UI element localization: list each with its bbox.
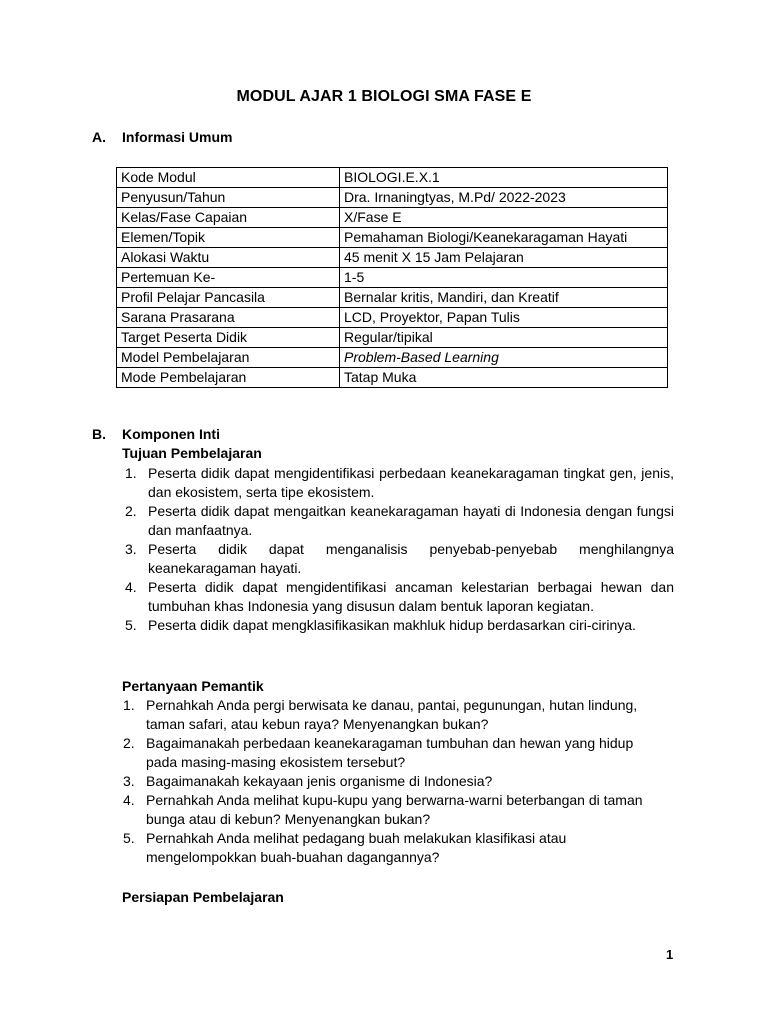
list-item-text: Peserta didik dapat menganalisis penyebab-penyebab menghilangnya keanekaragaman hayati. bbox=[148, 541, 674, 576]
list-item-number: 2. bbox=[125, 503, 137, 519]
table-row bbox=[117, 328, 668, 348]
list-item-number: 4. bbox=[123, 792, 135, 808]
list-item-number: 1. bbox=[125, 465, 137, 481]
list-item-text: Bagaimanakah perbedaan keanekaragaman tumbuhan dan hewan yang hidup pada masing-masing ekosistem tersebut? bbox=[146, 735, 634, 770]
list-item-number: 5. bbox=[125, 617, 137, 633]
table-row bbox=[117, 368, 668, 388]
table-value: Bernalar kritis, Mandiri, dan Kreatif bbox=[340, 288, 668, 308]
list-item bbox=[125, 502, 674, 540]
list-item bbox=[123, 791, 663, 829]
pertanyaan-list bbox=[123, 696, 663, 867]
pertanyaan-heading: Pertanyaan Pemantik bbox=[122, 678, 264, 694]
table-row bbox=[117, 188, 668, 208]
section-a-letter: A. bbox=[92, 129, 106, 145]
section-b-heading bbox=[92, 426, 220, 442]
list-item-text: Bagaimanakah kekayaan jenis organisme di Indonesia? bbox=[146, 773, 493, 789]
list-item-text: Peserta didik dapat mengidentifikasi ancaman kelestarian berbagai hewan dan tumbuhan khas Indonesia yang disusun dalam bentuk laporan kegiatan. bbox=[148, 579, 674, 614]
table-key: Penyusun/Tahun bbox=[117, 188, 340, 208]
table-row bbox=[117, 268, 668, 288]
section-a-heading bbox=[92, 129, 232, 145]
table-row bbox=[117, 208, 668, 228]
list-item-number: 3. bbox=[125, 541, 137, 557]
table-row bbox=[117, 228, 668, 248]
table-key: Elemen/Topik bbox=[117, 228, 340, 248]
list-item-text: Peserta didik dapat mengklasifikasikan makhluk hidup berdasarkan ciri-cirinya. bbox=[148, 617, 636, 633]
table-value: Dra. Irnaningtyas, M.Pd/ 2022-2023 bbox=[340, 188, 668, 208]
page-number: 1 bbox=[666, 947, 674, 962]
list-item-number: 2. bbox=[123, 735, 135, 751]
table-value: 45 menit X 15 Jam Pelajaran bbox=[340, 248, 668, 268]
table-key: Pertemuan Ke- bbox=[117, 268, 340, 288]
table-key: Profil Pelajar Pancasila bbox=[117, 288, 340, 308]
table-key: Alokasi Waktu bbox=[117, 248, 340, 268]
list-item bbox=[123, 772, 663, 791]
list-item-text: Peserta didik dapat mengaitkan keanekaragaman hayati di Indonesia dengan fungsi dan manfaatnya. bbox=[148, 503, 674, 538]
table-row bbox=[117, 308, 668, 328]
list-item-text: Peserta didik dapat mengidentifikasi perbedaan keanekaragaman tingkat gen, jenis, dan ekosistem, serta tipe ekosistem. bbox=[148, 465, 674, 500]
table-value: X/Fase E bbox=[340, 208, 668, 228]
table-key: Kelas/Fase Capaian bbox=[117, 208, 340, 228]
table-value: Problem-Based Learning bbox=[340, 348, 668, 368]
table-key: Model Pembelajaran bbox=[117, 348, 340, 368]
tujuan-list bbox=[125, 464, 674, 635]
list-item bbox=[125, 464, 674, 502]
table-row bbox=[117, 288, 668, 308]
info-table bbox=[116, 167, 668, 388]
list-item-number: 3. bbox=[123, 773, 135, 789]
table-value: Tatap Muka bbox=[340, 368, 668, 388]
list-item bbox=[125, 578, 674, 616]
table-row bbox=[117, 168, 668, 188]
table-key: Mode Pembelajaran bbox=[117, 368, 340, 388]
list-item-number: 4. bbox=[125, 579, 137, 595]
table-row bbox=[117, 348, 668, 368]
section-a-title: Informasi Umum bbox=[122, 129, 233, 145]
persiapan-heading: Persiapan Pembelajaran bbox=[122, 889, 284, 905]
list-item-number: 5. bbox=[123, 830, 135, 846]
list-item-text: Pernahkah Anda melihat pedagang buah melakukan klasifikasi atau mengelompokkan buah-buahan dagangannya? bbox=[146, 830, 567, 865]
table-value: Pemahaman Biologi/Keanekaragaman Hayati bbox=[340, 228, 668, 248]
list-item bbox=[123, 734, 663, 772]
list-item-text: Pernahkah Anda melihat kupu-kupu yang berwarna-warni beterbangan di taman bunga atau di kebun? Menyenangkan bukan? bbox=[146, 792, 643, 827]
list-item bbox=[125, 540, 674, 578]
table-value: Regular/tipikal bbox=[340, 328, 668, 348]
document-title: MODUL AJAR 1 BIOLOGI SMA FASE E bbox=[236, 88, 532, 105]
table-key: Target Peserta Didik bbox=[117, 328, 340, 348]
list-item bbox=[125, 616, 674, 635]
table-value: 1-5 bbox=[340, 268, 668, 288]
list-item bbox=[123, 696, 663, 734]
table-value: LCD, Proyektor, Papan Tulis bbox=[340, 308, 668, 328]
list-item-number: 1. bbox=[123, 697, 135, 713]
section-b-letter: B. bbox=[92, 426, 106, 442]
table-value: BIOLOGI.E.X.1 bbox=[340, 168, 668, 188]
tujuan-heading: Tujuan Pembelajaran bbox=[122, 445, 262, 461]
table-key: Kode Modul bbox=[117, 168, 340, 188]
table-row bbox=[117, 248, 668, 268]
section-b-title: Komponen Inti bbox=[122, 426, 220, 442]
table-key: Sarana Prasarana bbox=[117, 308, 340, 328]
list-item bbox=[123, 829, 663, 867]
list-item-text: Pernahkah Anda pergi berwisata ke danau, pantai, pegunungan, hutan lindung, taman safari, atau kebun raya? Menyenangkan bukan? bbox=[146, 697, 638, 732]
